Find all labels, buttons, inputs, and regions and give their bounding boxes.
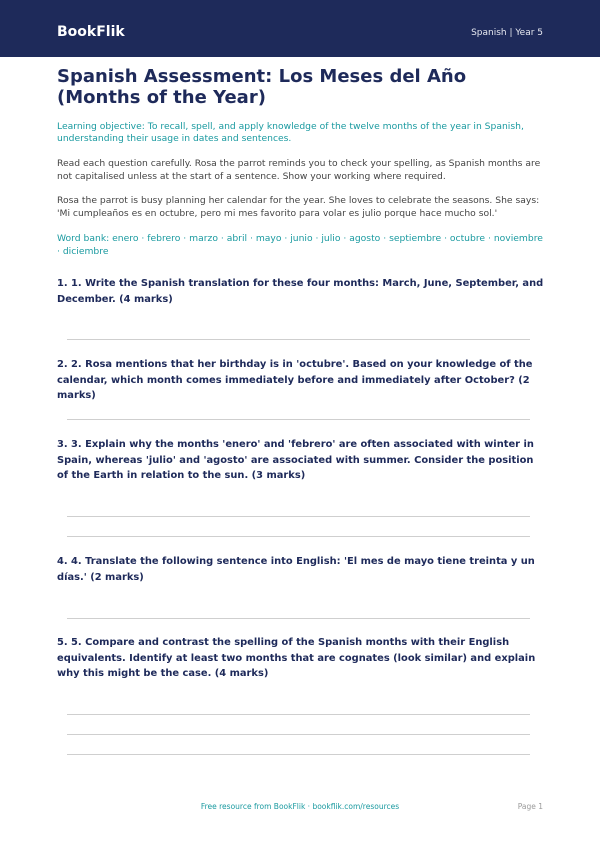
- page-number: Page 1: [517, 802, 543, 811]
- answer-line[interactable]: [67, 754, 530, 755]
- word-bank: Word bank: enero · febrero · marzo · abril · mayo · junio · julio · agosto · septiembre · octubre · noviembre · diciembre: [57, 233, 543, 257]
- question-4: 4. 4. Translate the following sentence into English: 'El mes de mayo tiene treinta y un días.' (2 marks): [57, 556, 535, 583]
- question-5: 5. 5. Compare and contrast the spelling of the Spanish months with their English equivalents. Identify at least two months that are cognates (look similar) and explain why this might be the case. (4 marks): [57, 637, 536, 679]
- page-header: [0, 0, 600, 57]
- learning-objective: Learning objective: To recall, spell, and apply knowledge of the twelve months of the year in Spanish, understanding their usage in dates and sentences.: [57, 121, 524, 144]
- footer-link[interactable]: Free resource from BookFlik · bookflik.com/resources: [200, 802, 400, 811]
- answer-line[interactable]: [67, 536, 530, 537]
- instructions-text: Read each question carefully. Rosa the parrot reminds you to check your spelling, as Spanish months are not capitalised unless at the start of a sentence. Show your working where required.: [57, 158, 541, 182]
- subject-label: Spanish | Year 5: [471, 28, 543, 38]
- answer-line[interactable]: [67, 339, 530, 340]
- question-1: 1. 1. Write the Spanish translation for these four months: March, June, September, and December. (4 marks): [57, 278, 544, 305]
- question-2: 2. 2. Rosa mentions that her birthday is in 'octubre'. Based on your knowledge of the calendar, which month comes immediately before and immediately after October? (2 marks): [57, 359, 533, 401]
- page-title: Spanish Assessment: Los Meses del Año (Months of the Year): [57, 66, 467, 108]
- story-text: Rosa the parrot is busy planning her calendar for the year. She loves to celebrate the seasons. She says: 'Mi cumpleaños es en octubre, pero mi mes favorito para volar es julio porque hace mucho sol.': [57, 195, 540, 219]
- answer-line[interactable]: [67, 516, 530, 517]
- brand-logo: BookFlik: [57, 24, 125, 40]
- answer-line[interactable]: [67, 734, 530, 735]
- answer-line[interactable]: [67, 419, 530, 420]
- answer-line[interactable]: [67, 714, 530, 715]
- answer-line[interactable]: [67, 618, 530, 619]
- question-3: 3. 3. Explain why the months 'enero' and 'febrero' are often associated with winter in Spain, whereas 'julio' and 'agosto' are associated with summer. Consider the position of the Earth in relation to the sun. (3 marks): [57, 439, 534, 481]
